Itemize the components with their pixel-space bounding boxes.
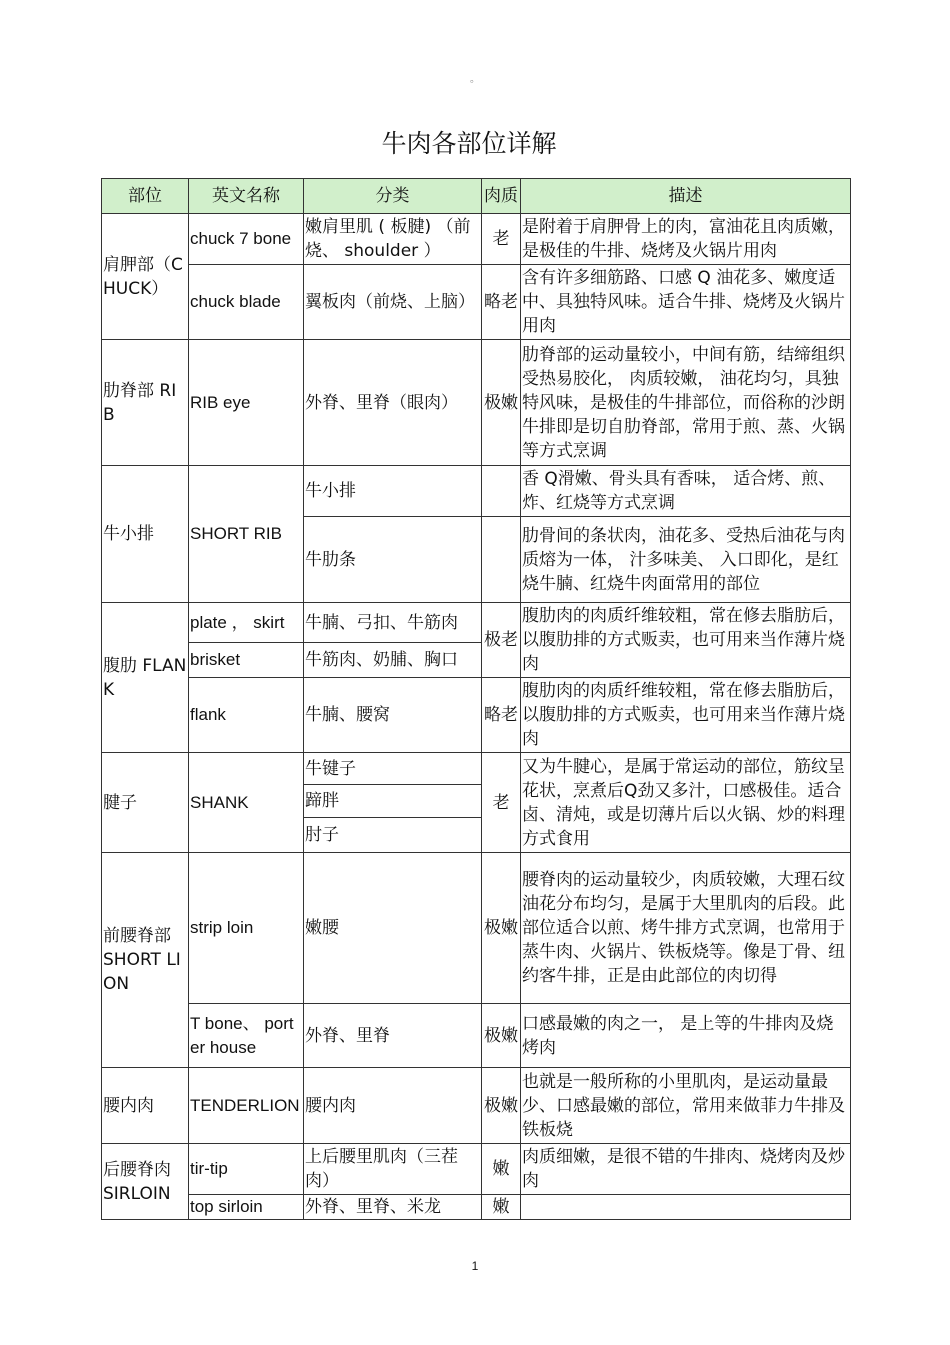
quality-cell: 略老 <box>482 678 521 753</box>
description-cell: 腹肋肉的肉质纤维较粗，常在修去脂肪后，以腹肋排的方式贩卖，也可用来当作薄片烧肉 <box>521 603 851 678</box>
quality-cell: 略老 <box>482 265 521 340</box>
category-cell: 嫩肩里肌 ( 板腱) （前烧、 shoulder ） <box>304 214 482 265</box>
header-english: 英文名称 <box>189 179 304 214</box>
description-cell: 口感最嫩的肉之一， 是上等的牛排肉及烧烤肉 <box>521 1004 851 1068</box>
english-name-cell: flank <box>189 678 304 753</box>
part-cell: 牛小排 <box>102 466 189 603</box>
english-name-cell: tir-tip <box>189 1144 304 1195</box>
header-description: 描述 <box>521 179 851 214</box>
category-cell: 牛肋条 <box>304 517 482 603</box>
quality-cell: 极老 <box>482 603 521 678</box>
header-category: 分类 <box>304 179 482 214</box>
quality-cell: 老 <box>482 214 521 265</box>
table-row <box>102 678 851 753</box>
category-cell: 外脊、里脊 <box>304 1004 482 1068</box>
description-cell <box>521 1195 851 1220</box>
quality-cell: 极嫩 <box>482 340 521 466</box>
english-name-cell: SHANK <box>189 753 304 853</box>
part-cell: 腰内肉 <box>102 1068 189 1144</box>
category-cell: 外脊、里脊（眼肉） <box>304 340 482 466</box>
header-part: 部位 <box>102 179 189 214</box>
beef-cuts-table <box>101 178 851 1220</box>
category-cell: 翼板肉（前烧、上脑） <box>304 265 482 340</box>
category-cell: 牛腩、腰窝 <box>304 678 482 753</box>
quality-cell: 极嫩 <box>482 853 521 1004</box>
quality-cell: 嫩 <box>482 1144 521 1195</box>
part-cell: 后腰脊肉 SIRLOIN <box>102 1144 189 1220</box>
table-row <box>102 265 851 340</box>
english-name-cell: brisket <box>189 643 304 678</box>
category-cell: 牛小排 <box>304 466 482 517</box>
description-cell: 也就是一般所称的小里肌肉，是运动量最少、口感最嫩的部位，常用来做菲力牛排及铁板烧 <box>521 1068 851 1144</box>
description-cell: 肋骨间的条状肉，油花多、受热后油花与肉质熔为一体， 汁多味美、 入口即化，是红烧牛腩、红烧牛肉面常用的部位 <box>521 517 851 603</box>
quality-cell: 极嫩 <box>482 1004 521 1068</box>
table-row <box>102 1004 851 1068</box>
english-name-cell: TENDERLION <box>189 1068 304 1144</box>
english-name-cell: plate ， skirt <box>189 603 304 643</box>
description-cell: 又为牛腱心，是属于常运动的部位，筋纹呈花状，烹煮后Q劲又多汁，口感极佳。适合卤、清炖，或是切薄片后以火锅、炒的料理方式食用 <box>521 753 851 853</box>
page-number: 1 <box>471 1259 479 1273</box>
description-cell: 含有许多细筋路、口感 Q 油花多、嫩度适中、具独特风味。适合牛排、烧烤及火锅片用肉 <box>521 265 851 340</box>
table-row <box>102 214 851 265</box>
english-name-cell: strip loin <box>189 853 304 1004</box>
table-row <box>102 466 851 517</box>
description-cell: 肉质细嫩，是很不错的牛排肉、烧烤肉及炒肉 <box>521 1144 851 1195</box>
table-row <box>102 340 851 466</box>
table-row <box>102 1144 851 1195</box>
category-cell: 牛腩、弓扣、牛筋肉 <box>304 603 482 643</box>
description-cell: 香 Q滑嫩、骨头具有香味， 适合烤、煎、炸、红烧等方式烹调 <box>521 466 851 517</box>
description-cell: 肋脊部的运动量较小，中间有筋，结缔组织受热易胶化， 肉质较嫩， 油花均匀，具独特风味，是极佳的牛排部位，而俗称的沙朗牛排即是切自肋脊部，常用于煎、蒸、火锅等方式烹调 <box>521 340 851 466</box>
page-title: 牛肉各部位详解 <box>381 129 557 158</box>
table-row <box>102 1195 851 1220</box>
category-cell: 蹄胖 <box>304 785 482 818</box>
quality-cell <box>482 517 521 603</box>
english-name-cell: chuck 7 bone <box>189 214 304 265</box>
table-row <box>102 753 851 785</box>
english-name-cell: SHORT RIB <box>189 466 304 603</box>
table-row <box>102 603 851 643</box>
english-name-cell: top sirloin <box>189 1195 304 1220</box>
part-cell: 肋脊部 RIB <box>102 340 189 466</box>
header-quality: 肉质 <box>482 179 521 214</box>
english-name-cell: T bone、 porter house <box>189 1004 304 1068</box>
category-cell: 腰内肉 <box>304 1068 482 1144</box>
part-cell: 肩胛部（CHUCK） <box>102 214 189 340</box>
table-row <box>102 1068 851 1144</box>
quality-cell: 老 <box>482 753 521 853</box>
top-mark: 。 <box>470 74 480 85</box>
table-header-row <box>102 179 851 214</box>
category-cell: 上后腰里肌肉（三茬肉） <box>304 1144 482 1195</box>
part-cell: 腱子 <box>102 753 189 853</box>
description-cell: 腹肋肉的肉质纤维较粗，常在修去脂肪后，以腹肋排的方式贩卖，也可用来当作薄片烧肉 <box>521 678 851 753</box>
category-cell: 牛键子 <box>304 753 482 785</box>
category-cell: 牛筋肉、奶脯、胸口 <box>304 643 482 678</box>
quality-cell: 极嫩 <box>482 1068 521 1144</box>
quality-cell <box>482 466 521 517</box>
description-cell: 腰脊肉的运动量较少，肉质较嫩，大理石纹油花分布均匀，是属于大里肌肉的后段。此部位适合以煎、烤牛排方式烹调，也常用于蒸牛肉、火锅片、铁板烧等。像是丁骨、纽约客牛排，正是由此部位的肉切得 <box>521 853 851 1004</box>
english-name-cell: RIB eye <box>189 340 304 466</box>
category-cell: 肘子 <box>304 818 482 853</box>
part-cell: 腹肋 FLANK <box>102 603 189 753</box>
quality-cell: 嫩 <box>482 1195 521 1220</box>
category-cell: 嫩腰 <box>304 853 482 1004</box>
category-cell: 外脊、里脊、米龙 <box>304 1195 482 1220</box>
english-name-cell: chuck blade <box>189 265 304 340</box>
table-row <box>102 853 851 1004</box>
description-cell: 是附着于肩胛骨上的肉，富油花且肉质嫩，是极佳的牛排、烧烤及火锅片用肉 <box>521 214 851 265</box>
part-cell: 前腰脊部 SHORT LION <box>102 853 189 1068</box>
